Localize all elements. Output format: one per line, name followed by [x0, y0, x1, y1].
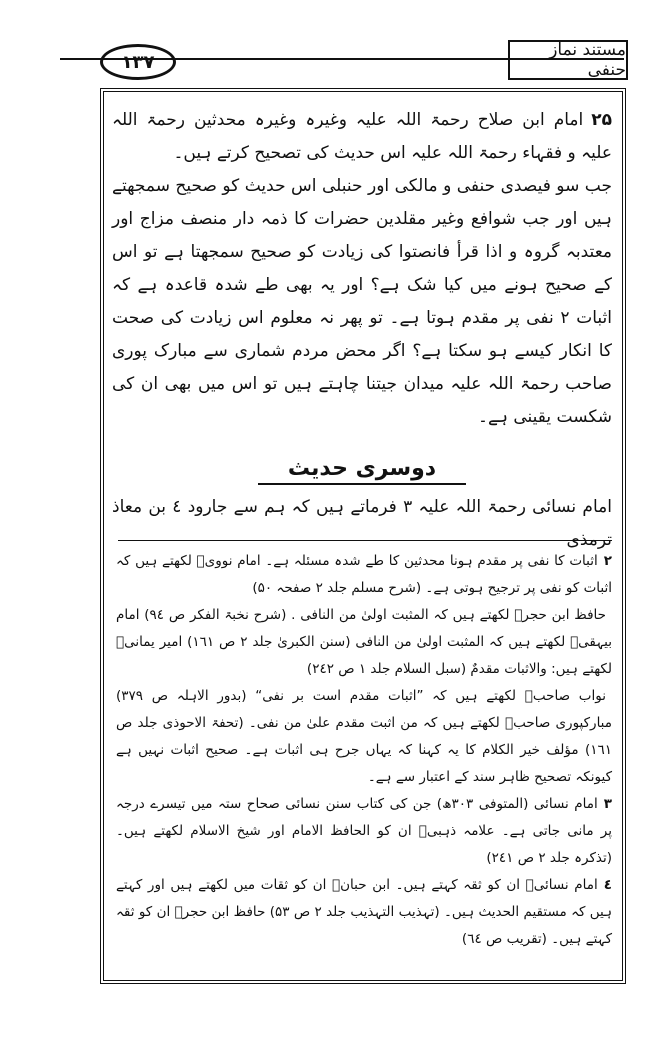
page-number: ١٣٧ [100, 44, 176, 80]
section-heading: دوسری حدیث [258, 456, 466, 485]
footnote-mark: ٣ [603, 796, 612, 812]
footnote-mark: ٢ [603, 553, 612, 569]
section-heading-wrap [112, 456, 612, 485]
book-title: مستند نماز حنفی [508, 40, 628, 80]
footnote-text: نواب صاحبؒ لکھتے ہیں کہ ”اثبات مقدم است بر نفی“ (بدور الاہلہ ص ٣٧٩) مبارکپوری صاحبؒ لکھتے ہیں کہ من اثبت مقدم علیٰ من نفی۔ (تحفۃ الاحوذی جلد ص ١٦١) مؤلف خیر الکلام کا یہ کہنا کہ یہاں جرح ہی اثبات ہے۔ صحیح اثبات نہیں ہے کیونکہ تصحیح ظاہر سند کے اعتبار سے ہے۔ [116, 688, 612, 785]
paragraph-number: ٢۵ [591, 110, 612, 130]
footnote [116, 548, 612, 602]
footnote [116, 791, 612, 872]
footnote [116, 602, 612, 683]
footnote [116, 683, 612, 791]
main-text [112, 104, 612, 557]
paragraph-2: جب سو فیصدی حنفی و مالکی اور حنبلی اس حدیث کو صحیح سمجھتے ہیں اور جب شوافع وغیر مقلدین حضرات کا ذمہ دار منصف مزاج اور معتدبہ گروہ و اذا قرأ فانصتوا کی زیادت کو صحیح سمجھتا ہے تو اس کے صحیح ہونے میں کیا شک ہے؟ اور یہ بھی طے شدہ قاعدہ ہے کہ اثبات ٢ نفی پر مقدم ہوتا ہے۔ تو پھر نہ معلوم اس زیادت کی صحت کا انکار کیسے ہو سکتا ہے؟ اگر محض مردم شماری سے مبارک پوری صاحب رحمۃ اللہ علیہ میدان جیتنا چاہتے ہیں تو اس میں بھی ان کی شکست یقینی ہے۔ [112, 176, 613, 427]
paragraph-1 [112, 104, 612, 170]
footnote-mark: ٤ [603, 877, 612, 893]
footnote-text: حافظ ابن حجرؒ لکھتے ہیں کہ المثبت اولیٰ من النافی . (شرح نخبۃ الفکر ص ٩٤) امام بیہقیؒ لکھتے ہیں کہ المثبت اولیٰ من النافی (سنن الکبریٰ جلد ٢ ص ١٦١) امیر یمانیؒ لکھتے ہیں: والاثبات مقدمٌ (سبل السلام جلد ١ ص ٢٤٢) [116, 607, 613, 677]
footnote [116, 872, 612, 953]
footnote-text: امام نسائی (المتوفی ٣٠٣ھ) جن کی کتاب سنن نسائی صحاح ستہ میں تیسرے درجہ پر مانی جاتی ہے۔ علامہ ذہبیؒ ان کو الحافظ الامام اور شیخ الاسلام لکھتے ہیں۔ (تذکرہ جلد ٢ ص ٢٤١) [116, 796, 612, 866]
paragraph-1-text: امام ابن صلاح رحمۃ اللہ علیہ وغیرہ وغیرہ محدثین رحمۃ اللہ علیہ و فقہاء رحمۃ اللہ علیہ اس حدیث کی تصحیح کرتے ہیں۔ [112, 110, 612, 163]
footnote-divider [118, 540, 612, 541]
footnote-text: اثبات کا نفی پر مقدم ہونا محدثین کا طے شدہ مسئلہ ہے۔ امام نوویؒ لکھتے ہیں کہ اثبات کو نفی پر ترجیح ہوتی ہے۔ (شرح مسلم جلد ٢ صفحہ ۵٠) [116, 553, 612, 596]
footnotes [116, 548, 612, 953]
footnote-text: امام نسائیؒ ان کو ثقہ کہتے ہیں۔ ابن حبانؒ ان کو ثقات میں لکھتے ہیں اور کہتے ہیں کہ مستقیم الحدیث ہیں۔ (تہذیب التہذیب جلد ٢ ص ۵٣) حافظ ابن حجرؒ ان کو ثقہ کہتے ہیں۔ (تقریب ص ٦٤) [116, 877, 612, 947]
paragraph-3: امام نسائی رحمۃ اللہ علیہ ٣ فرماتے ہیں کہ ہم سے جارود ٤ بن معاذ ترمذی [112, 497, 612, 550]
